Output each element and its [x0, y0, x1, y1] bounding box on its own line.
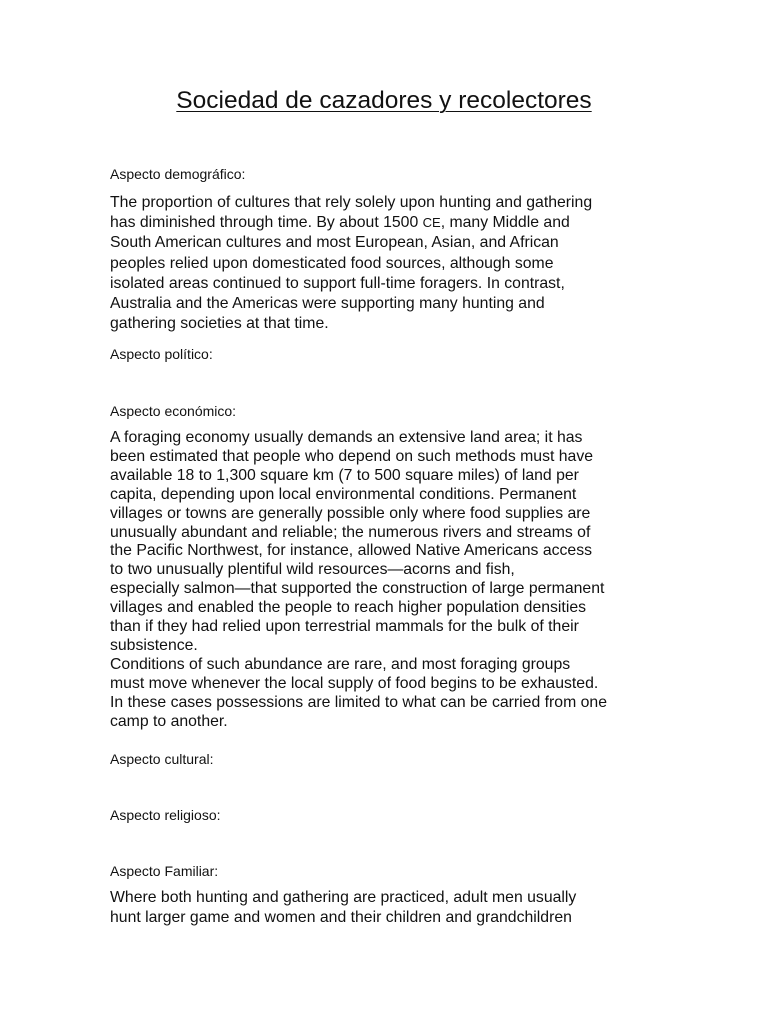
paragraph-line: the Pacific Northwest, for instance, allowed Native Americans access [110, 542, 593, 560]
paragraph-line: Where both hunting and gathering are practiced, adult men usually [110, 889, 577, 906]
paragraph-familiar [110, 888, 670, 928]
section-label-demografico: Aspecto demográfico: [110, 166, 246, 182]
paragraph-line: gathering societies at that time. [110, 315, 329, 333]
paragraph-line: has diminished through time. By about 1500 CE, many Middle and [110, 214, 570, 232]
paragraph-line: A foraging economy usually demands an extensive land area; it has [110, 429, 583, 446]
paragraph-line: South American cultures and most European, Asian, and African [110, 234, 559, 252]
document-title: Sociedad de cazadores y recolectores [176, 87, 592, 114]
paragraph-line: The proportion of cultures that rely solely upon hunting and gathering [110, 194, 593, 211]
paragraph-economico [110, 429, 670, 732]
paragraph-line: subsistence. [110, 636, 198, 654]
paragraph-line: hunt larger game and women and their children and grandchildren [110, 909, 572, 927]
paragraph-line: especially salmon—that supported the construction of large permanent [110, 580, 605, 598]
paragraph-line: villages and enabled the people to reach higher population densities [110, 599, 587, 617]
section-label-politico: Aspecto político: [110, 346, 213, 362]
paragraph-line: In these cases possessions are limited to what can be carried from one [110, 693, 607, 711]
paragraph-line: camp to another. [110, 712, 228, 730]
paragraph-line: been estimated that people who depend on such methods must have [110, 447, 594, 465]
paragraph-line: unusually abundant and reliable; the numerous rivers and streams of [110, 523, 591, 541]
section-label-religioso: Aspecto religioso: [110, 807, 221, 823]
paragraph-line: Australia and the Americas were supporting many hunting and [110, 295, 545, 313]
paragraph-line: available 18 to 1,300 square km (7 to 500 square miles) of land per [110, 466, 579, 484]
paragraph-line: isolated areas continued to support full-time foragers. In contrast, [110, 274, 565, 292]
section-label-cultural: Aspecto cultural: [110, 751, 214, 767]
paragraph-line: villages or towns are generally possible only where food supplies are [110, 504, 591, 522]
paragraph-line: than if they had relied upon terrestrial mammals for the bulk of their [110, 618, 579, 636]
section-label-familiar: Aspecto Familiar: [110, 863, 219, 879]
paragraph-line: peoples relied upon domesticated food sources, although some [110, 254, 554, 272]
paragraph-line: must move whenever the local supply of food begins to be exhausted. [110, 674, 599, 692]
paragraph-demografico [110, 193, 670, 334]
era-abbreviation: CE [422, 215, 441, 231]
section-label-economico: Aspecto económico: [110, 403, 237, 419]
paragraph-line: to two unusually plentiful wild resources—acorns and fish, [110, 561, 515, 579]
paragraph-line: Conditions of such abundance are rare, and most foraging groups [110, 655, 571, 673]
paragraph-line: capita, depending upon local environmental conditions. Permanent [110, 485, 577, 503]
